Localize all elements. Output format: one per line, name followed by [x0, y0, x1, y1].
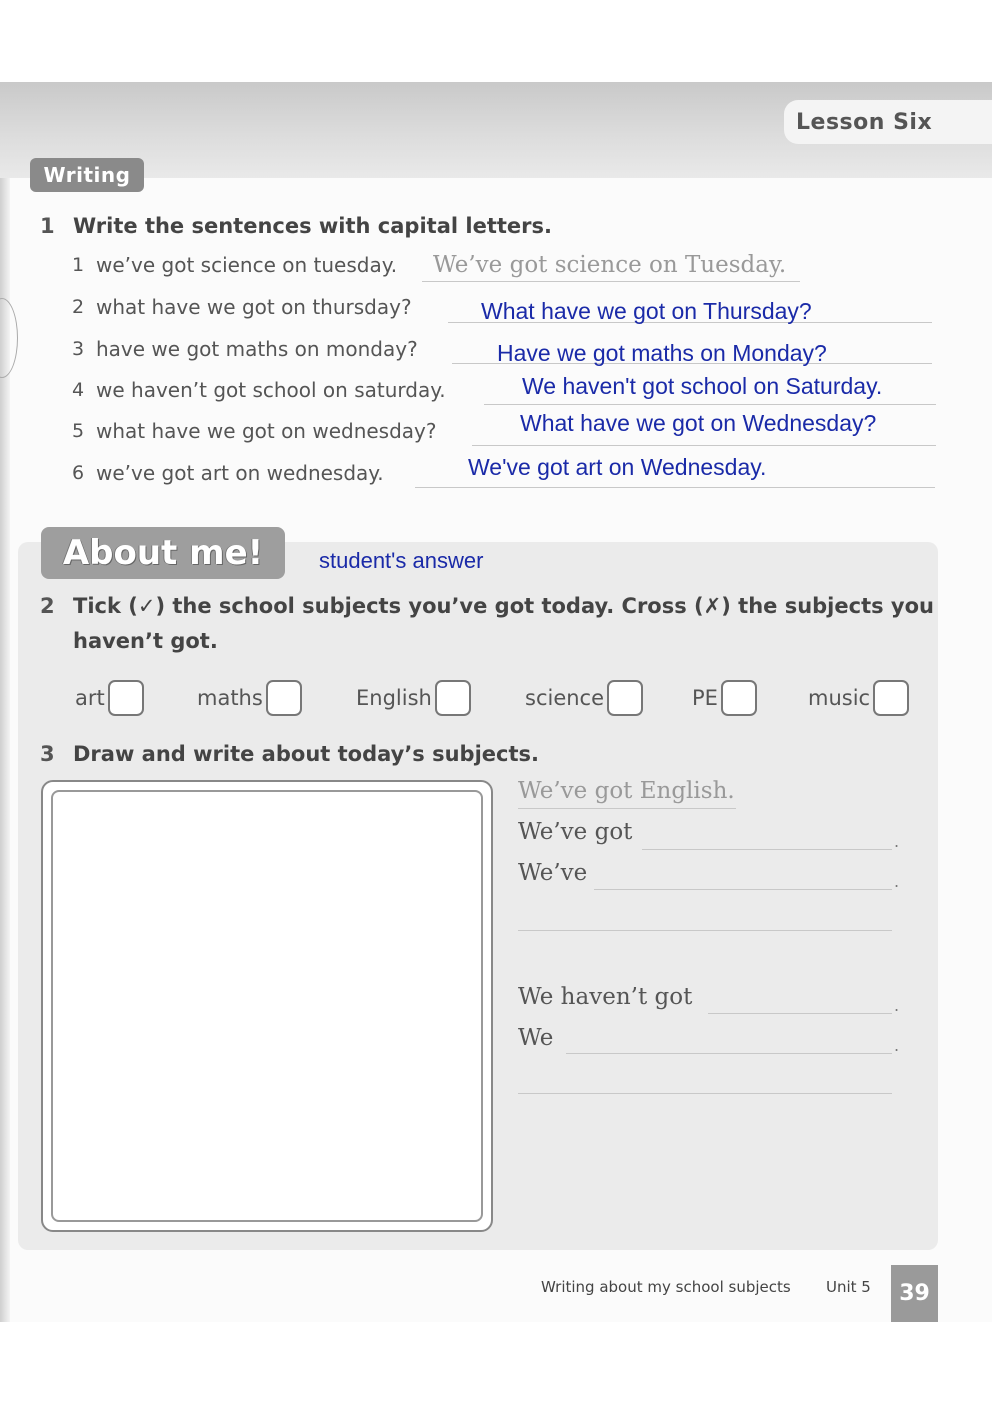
item-prompt: what have we got on wednesday? — [96, 419, 437, 443]
exercise-1-title: Write the sentences with capital letters. — [73, 214, 552, 238]
subject-maths — [197, 680, 302, 716]
exercise-3-number: 3 — [40, 742, 55, 766]
page-binding-edge — [0, 82, 10, 1322]
exercise-1-number: 1 — [40, 214, 55, 238]
exercise-2-title-line1: Tick (✓) the school subjects you’ve got today. Cross (✗) the subjects you — [73, 594, 934, 618]
subject-science — [525, 680, 643, 716]
write-line[interactable] — [566, 1053, 892, 1054]
model-line — [518, 808, 736, 809]
tick-box[interactable] — [873, 680, 909, 716]
student-answer: Have we got maths on Monday? — [497, 340, 827, 366]
subject-art — [75, 680, 144, 716]
subject-label: maths — [197, 686, 263, 710]
item-number: 4 — [72, 379, 85, 401]
item-prompt: we’ve got science on tuesday. — [96, 253, 398, 277]
student-answer: What have we got on Thursday? — [481, 298, 812, 324]
subject-label: PE — [692, 686, 718, 710]
lesson-title: Lesson Six — [784, 100, 992, 144]
student-answer: What have we got on Wednesday? — [520, 410, 877, 436]
subject-label: music — [808, 686, 871, 710]
footer-caption: Writing about my school subjects — [541, 1278, 791, 1296]
sentence-start-3: We haven’t got — [518, 984, 693, 1010]
full-stop: . — [894, 996, 900, 1015]
sentence-start-2: We’ve — [518, 860, 588, 886]
model-answer: We’ve got science on Tuesday. — [433, 252, 787, 278]
exercise-2-title-line2: haven’t got. — [73, 629, 218, 653]
tick-box[interactable] — [266, 680, 302, 716]
item-number: 1 — [72, 254, 85, 276]
item-number: 5 — [72, 420, 85, 442]
full-stop: . — [894, 872, 900, 891]
write-line[interactable] — [708, 1013, 892, 1014]
item-prompt: what have we got on thursday? — [96, 295, 412, 319]
full-stop: . — [894, 832, 900, 851]
subject-english — [356, 680, 471, 716]
sentence-start-1: We’ve got — [518, 819, 633, 845]
exercise-2-number: 2 — [40, 594, 55, 618]
answer-line[interactable] — [484, 404, 936, 405]
item-number: 3 — [72, 338, 85, 360]
exercise-3-title: Draw and write about today’s subjects. — [73, 742, 539, 766]
item-prompt: have we got maths on monday? — [96, 337, 418, 361]
write-line[interactable] — [642, 849, 892, 850]
subject-label: science — [525, 686, 605, 710]
drawing-area[interactable] — [41, 780, 493, 1232]
subject-label: English — [356, 686, 432, 710]
item-number: 6 — [72, 462, 85, 484]
subject-pe — [692, 680, 757, 716]
item-prompt: we’ve got art on wednesday. — [96, 461, 384, 485]
full-stop: . — [894, 1036, 900, 1055]
model-sentence: We’ve got English. — [518, 778, 735, 804]
answer-line[interactable] — [422, 281, 800, 282]
drawing-area-inner-border — [51, 790, 483, 1222]
write-line[interactable] — [594, 889, 892, 890]
sentence-start-4: We — [518, 1025, 554, 1051]
item-number: 2 — [72, 296, 85, 318]
answer-line[interactable] — [415, 487, 935, 488]
subject-label: art — [75, 686, 105, 710]
tick-box[interactable] — [721, 680, 757, 716]
student-answer: We've got art on Wednesday. — [468, 454, 767, 480]
write-line[interactable] — [518, 930, 892, 931]
about-me-title: About me! — [41, 527, 285, 579]
student-answer: We haven't got school on Saturday. — [522, 373, 883, 399]
section-label: Writing — [30, 158, 144, 192]
tick-box[interactable] — [108, 680, 144, 716]
item-prompt: we haven’t got school on saturday. — [96, 378, 446, 402]
subject-music — [808, 680, 909, 716]
tick-box[interactable] — [607, 680, 643, 716]
write-line[interactable] — [518, 1093, 892, 1094]
page-number: 39 — [891, 1265, 938, 1322]
tick-box[interactable] — [435, 680, 471, 716]
student-answer-note: student's answer — [319, 548, 484, 573]
footer-unit: Unit 5 — [826, 1278, 871, 1296]
answer-line[interactable] — [472, 445, 936, 446]
